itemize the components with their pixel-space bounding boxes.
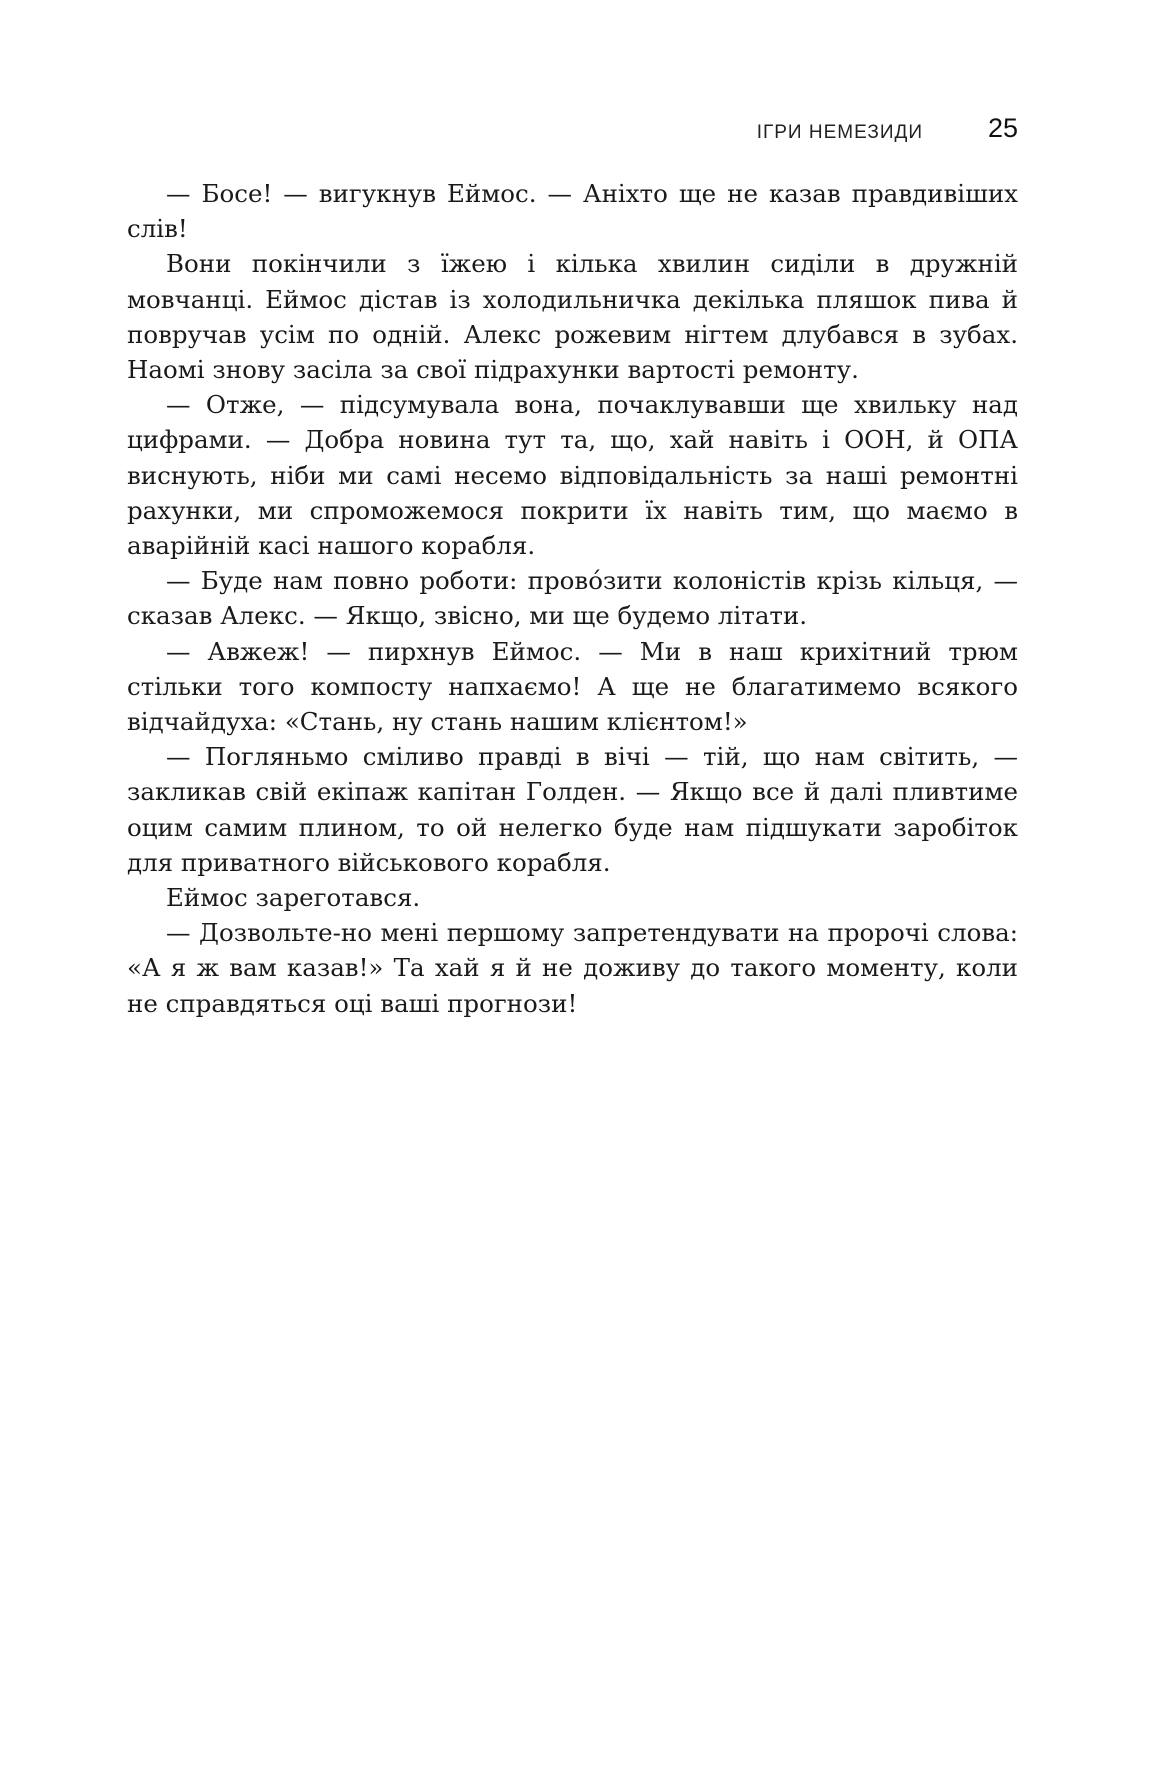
- running-title: ІГРИ НЕМЕЗИДИ: [756, 122, 923, 143]
- body-text: [127, 176, 1018, 1021]
- paragraph-3: — Отже, — підсумувала вона, почаклувавши ще хвильку над цифрами. — Добра новина тут та, що, хай навіть і ООН, й ОПА виснують, ніби ми самі несемо відповідальність за наші ремонтні рахунки, ми спроможемося покрити їх навіть тим, що маємо в аварійній касі нашого корабля.: [127, 390, 1018, 561]
- paragraph-5: — Авжеж! — пирхнув Еймос. — Ми в наш крихітний трюм стільки того компосту напхаємо! А ще не благатимемо всякого відчайдуха: «Стань, ну стань нашим клієнтом!»: [127, 636, 1018, 737]
- paragraph-8: — Дозвольте-но мені першому запретендувати на пророчі слова: «А я ж вам казав!» Та хай я й не доживу до такого моменту, коли не справдяться оці ваші прогнози!: [127, 918, 1018, 1018]
- paragraph-4: — Буде нам повно роботи: провóзити колоністів крізь кільця, — сказав Алекс. — Якщо, звісно, ми ще будемо літати.: [127, 566, 1018, 631]
- paragraph-7: Еймос зареготався.: [166, 883, 421, 913]
- page-number: 25: [987, 113, 1018, 143]
- paragraph-2: Вони покінчили з їжею і кілька хвилин сиділи в дружній мовчанці. Еймос дістав із холодильничка декілька пляшок пива й повручав усім по одній. Алекс рожевим нігтем длубався в зубах. Наомі знову засіла за свої підрахунки вартості ремонту.: [127, 249, 1018, 385]
- paragraph-1: — Босе! — вигукнув Еймос. — Аніхто ще не казав правдивіших слів!: [127, 179, 1018, 244]
- paragraph-6: — Погляньмо сміливо правді в вічі — тій, що нам світить, — закликав свій екіпаж капітан Голден. — Якщо все й далі пливтиме оцим самим плином, то ой нелегко буде нам підшукати заробіток для приватного військового корабля.: [127, 742, 1018, 877]
- running-head: [127, 113, 1018, 153]
